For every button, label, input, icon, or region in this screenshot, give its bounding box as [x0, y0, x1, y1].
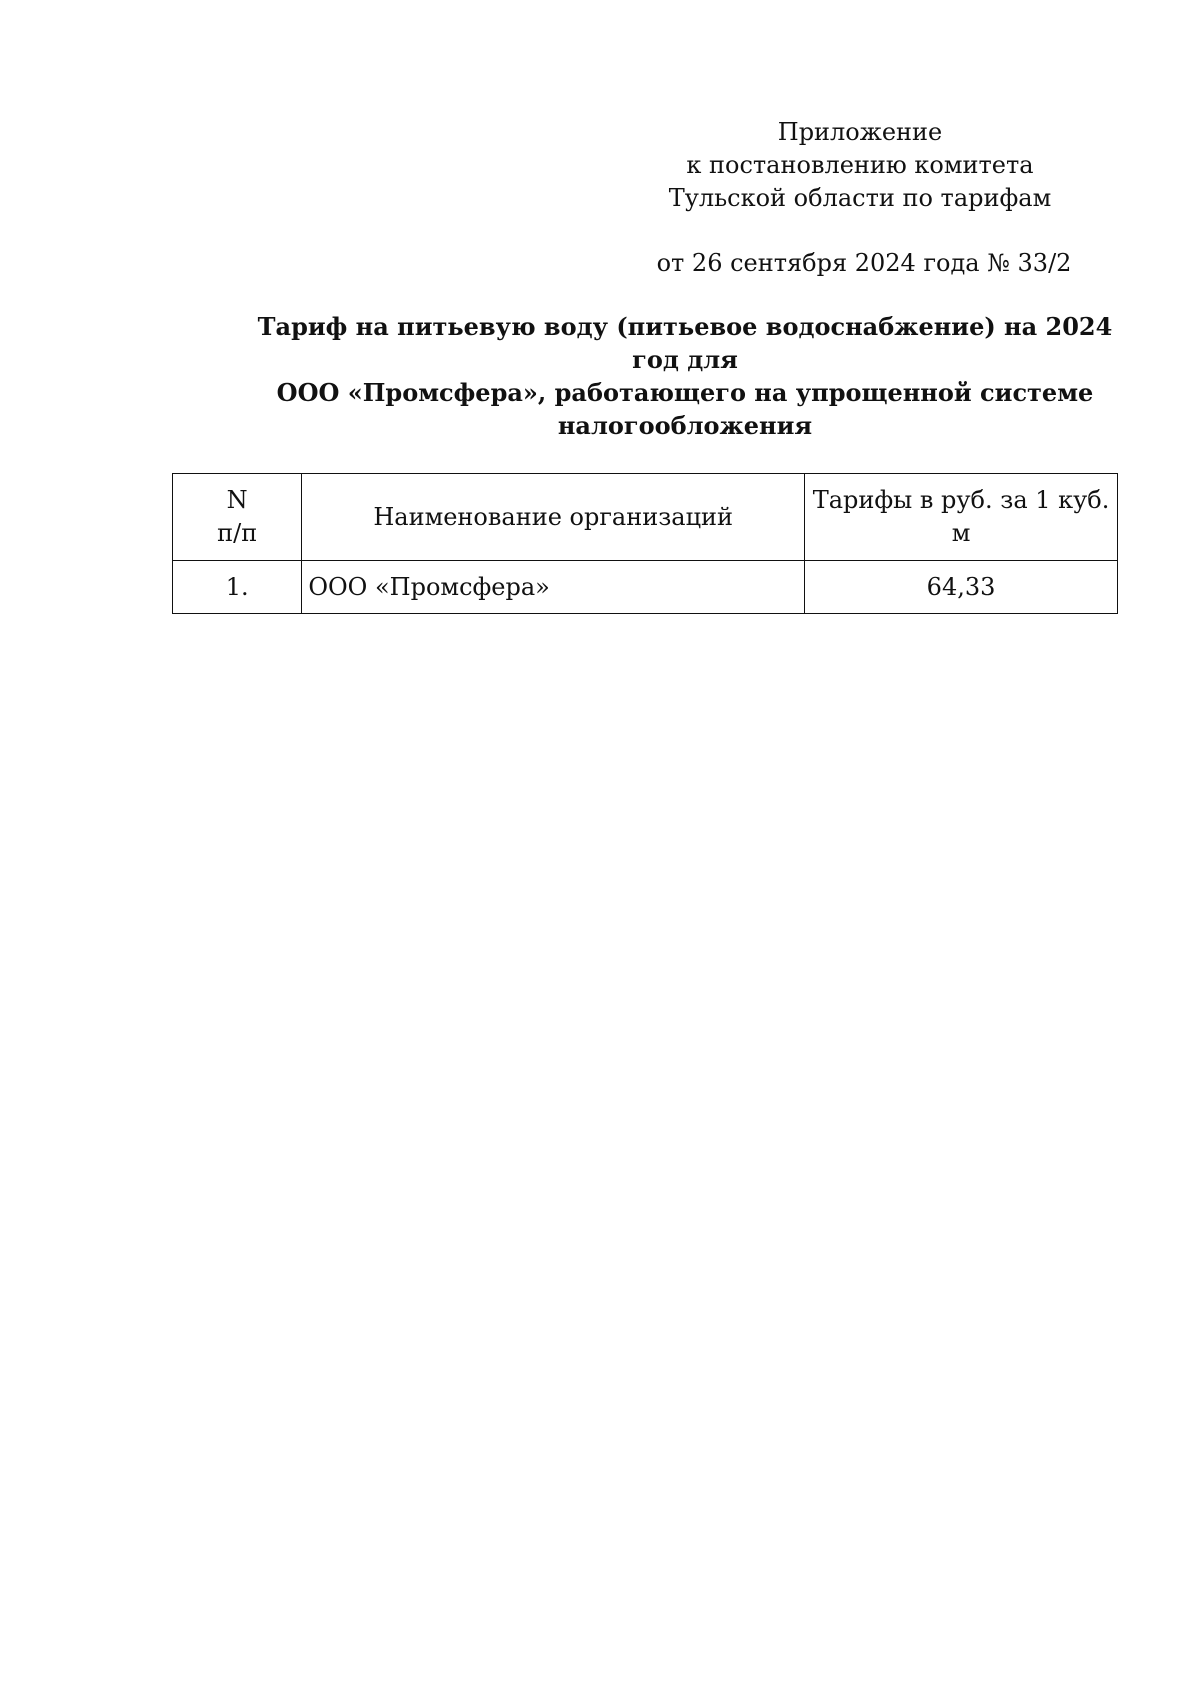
- header-tariff-line-2: м: [951, 519, 971, 547]
- header-tariff-line-1: Тарифы в руб. за 1 куб.: [812, 486, 1110, 514]
- table-header-row: [173, 474, 1118, 561]
- header-tariff: [805, 474, 1118, 561]
- table-row: [173, 561, 1118, 614]
- header-number-line-2: п/п: [217, 519, 258, 547]
- header-organization-name: Наименование организаций: [302, 474, 805, 561]
- document-title: [240, 310, 1130, 442]
- row-tariff-value: 64,33: [805, 561, 1118, 614]
- appendix-block: [640, 116, 1080, 280]
- title-line-3: налогообложения: [557, 411, 813, 440]
- appendix-label: Приложение: [777, 118, 943, 146]
- row-organization-name: ООО «Промсфера»: [302, 561, 805, 614]
- header-number-line-1: N: [226, 486, 248, 514]
- tariff-table: [172, 473, 1118, 614]
- appendix-committee: Тульской области по тарифам: [668, 184, 1052, 212]
- title-line-1: Тариф на питьевую воду (питьевое водоснабжение) на 2024 год для: [257, 312, 1113, 374]
- appendix-date: от 26 сентября 2024 года № 33/2: [656, 249, 1072, 277]
- header-number: [173, 474, 302, 561]
- title-line-2: ООО «Промсфера», работающего на упрощенной системе: [276, 378, 1094, 407]
- appendix-resolution-ref: к постановлению комитета: [686, 151, 1034, 179]
- row-number: 1.: [173, 561, 302, 614]
